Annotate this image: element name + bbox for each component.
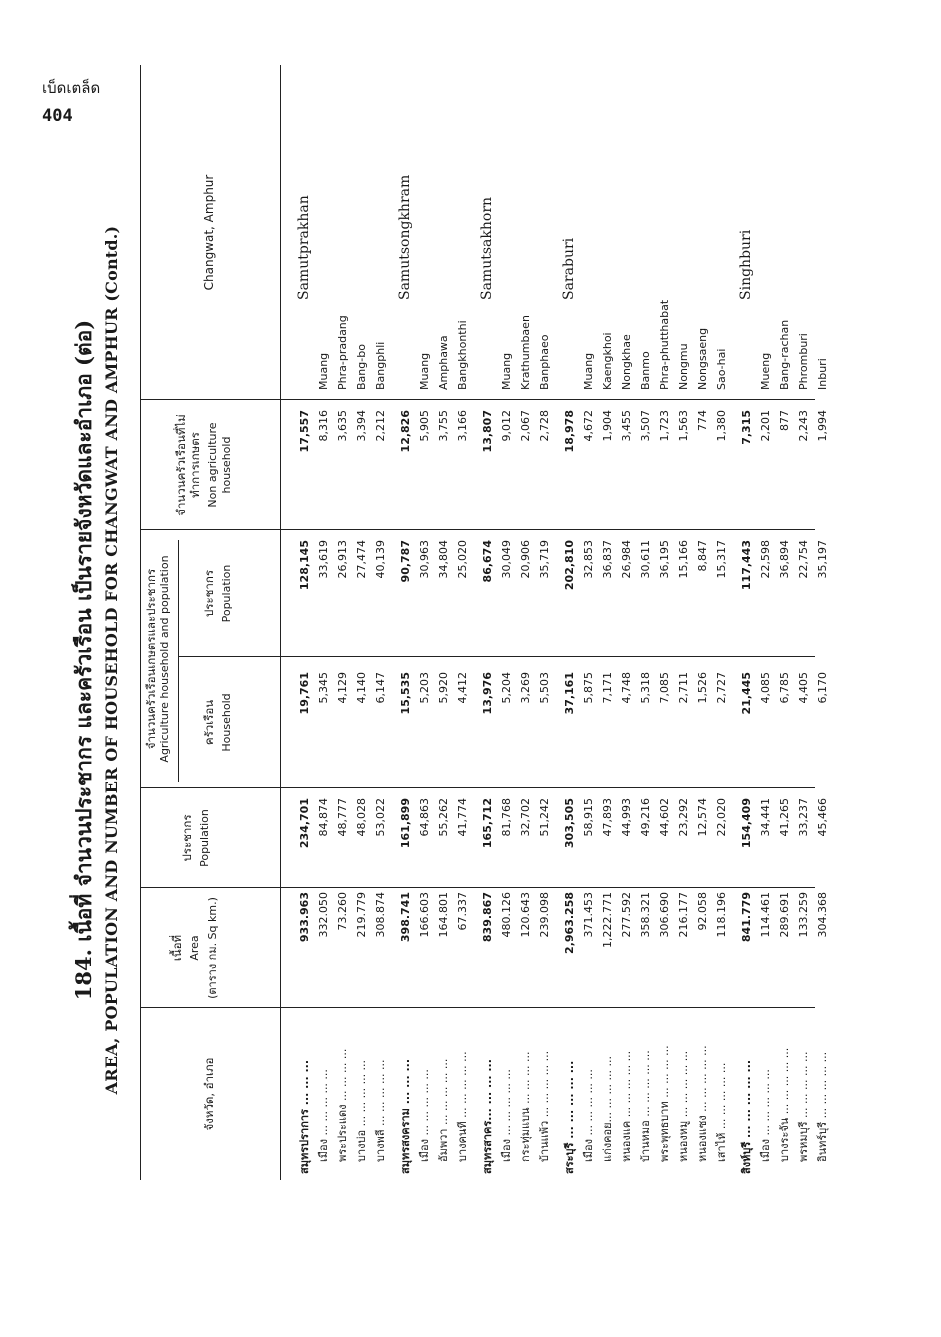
table-row <box>636 65 655 1180</box>
cell-non-agri-household: 17,557 <box>298 410 311 453</box>
cell-changwat-english: Muang <box>317 352 330 390</box>
cell-changwat-thai: เสาไห้ ... ... ... ... ... <box>715 1062 728 1162</box>
cell-area: 841.779 <box>740 892 753 943</box>
data-table <box>140 65 829 1180</box>
cell-non-agri-household: 3,455 <box>620 410 633 442</box>
cell-changwat-thai: หนองแค ... ... ... ... ... <box>620 1050 633 1162</box>
cell-population: 41,265 <box>778 798 791 837</box>
cell-agri-population: 25,020 <box>456 540 469 579</box>
cell-area: 219.779 <box>355 892 368 938</box>
cell-changwat-english: Sao-hai <box>715 348 728 390</box>
cell-population: 45,466 <box>816 798 829 837</box>
cell-changwat-english: Bangkhonthi <box>456 320 469 390</box>
cell-agri-population: 117,443 <box>740 540 753 591</box>
cell-non-agri-household: 2,728 <box>538 410 551 442</box>
header-area: เนื้อที่ Area (ตาราง กม. Sq km.) <box>170 897 219 999</box>
table-group-row <box>295 65 314 1180</box>
cell-changwat-english: Bang-bo <box>355 344 368 390</box>
cell-area: 277.592 <box>620 892 633 938</box>
cell-non-agri-household: 5,905 <box>418 410 431 442</box>
cell-non-agri-household: 3,394 <box>355 410 368 442</box>
cell-changwat-thai: บ้านหมอ ... ... ... ... ... <box>639 1050 652 1162</box>
cell-population: 58,915 <box>582 798 595 837</box>
header-agri-population: ประชากร Population <box>202 564 233 623</box>
cell-changwat-english: Phromburi <box>797 333 810 390</box>
cell-agri-household: 6,785 <box>778 672 791 704</box>
cell-area: 118.196 <box>715 892 728 938</box>
cell-changwat-english: Nongmu <box>677 343 690 390</box>
cell-changwat-thai: บางคนที ... ... ... ... ... <box>456 1051 469 1162</box>
cell-agri-population: 33,619 <box>317 540 330 579</box>
cell-population: 165,712 <box>481 798 494 849</box>
cell-population: 44,602 <box>658 798 671 837</box>
cell-non-agri-household: 8,316 <box>317 410 330 442</box>
cell-agri-household: 4,129 <box>336 672 349 704</box>
cell-changwat-thai: แก่งคอย... ... ... ... ... <box>601 1056 614 1162</box>
cell-non-agri-household: 3,166 <box>456 410 469 442</box>
cell-agri-population: 32,853 <box>582 540 595 579</box>
cell-non-agri-household: 2,067 <box>519 410 532 442</box>
table-row <box>674 65 693 1180</box>
table-row <box>775 65 794 1180</box>
cell-agri-population: 26,913 <box>336 540 349 579</box>
table-row <box>794 65 813 1180</box>
cell-population: 44,993 <box>620 798 633 837</box>
cell-changwat-english: Inburi <box>816 358 829 390</box>
rotated-table-page <box>62 60 829 1260</box>
cell-area: 289.691 <box>778 892 791 938</box>
cell-area: 73.260 <box>336 892 349 931</box>
cell-agri-household: 13,976 <box>481 672 494 715</box>
cell-non-agri-household: 4,672 <box>582 410 595 442</box>
cell-agri-household: 6,147 <box>374 672 387 704</box>
cell-changwat-thai: หนองแซง ... ... ... ... ... <box>696 1045 709 1162</box>
table-row <box>415 65 434 1180</box>
cell-population: 32,702 <box>519 798 532 837</box>
cell-agri-population: 22,598 <box>759 540 772 579</box>
table-group-row <box>737 65 756 1180</box>
cell-area: 120.643 <box>519 892 532 938</box>
page-header-thai: เบ็ดเตล็ด <box>42 79 101 97</box>
cell-area: 308.874 <box>374 892 387 938</box>
cell-area: 1,222.771 <box>601 892 614 948</box>
cell-changwat-thai: หนองหมู ... ... ... ... ... <box>677 1050 690 1162</box>
cell-agri-population: 36,195 <box>658 540 671 579</box>
cell-non-agri-household: 3,755 <box>437 410 450 442</box>
header-non-agriculture: จำนวนครัวเรือนที่ไม่ทำการเกษตร Non agriculture household <box>174 414 233 516</box>
cell-agri-household: 1,526 <box>696 672 709 704</box>
table-row <box>598 65 617 1180</box>
table-group-row <box>560 65 579 1180</box>
table-row <box>655 65 674 1180</box>
cell-agri-household: 2,711 <box>677 672 690 704</box>
cell-agri-population: 30,611 <box>639 540 652 579</box>
cell-population: 303,505 <box>563 798 576 849</box>
table-row <box>617 65 636 1180</box>
cell-agri-population: 35,719 <box>538 540 551 579</box>
cell-non-agri-household: 1,723 <box>658 410 671 442</box>
cell-area: 2,963.258 <box>563 892 576 954</box>
cell-population: 81,768 <box>500 798 513 837</box>
header-changwat-english: Changwat, Amphur <box>202 174 216 291</box>
cell-agri-household: 4,405 <box>797 672 810 704</box>
cell-agri-population: 86,674 <box>481 540 494 583</box>
cell-agri-population: 40,139 <box>374 540 387 579</box>
header-changwat-thai: จังหวัด, อำเภอ <box>202 1057 216 1131</box>
cell-changwat-thai: กระทุ่มแบน ... ... ... ... <box>519 1051 532 1162</box>
cell-changwat-english: Muang <box>500 352 513 390</box>
cell-non-agri-household: 7,315 <box>740 410 753 445</box>
cell-changwat-thai: บ้านแพ้ว ... ... ... ... ... <box>538 1050 551 1162</box>
cell-agri-population: 15,166 <box>677 540 690 579</box>
cell-changwat-thai: บางบ่อ ... ... ... ... ... <box>355 1059 368 1162</box>
cell-population: 161,899 <box>399 798 412 849</box>
cell-non-agri-household: 774 <box>696 410 709 431</box>
cell-changwat-thai: อัมพวา ... ... ... ... ... <box>437 1058 450 1162</box>
cell-changwat-english: Muang <box>418 352 431 390</box>
cell-changwat-english: Kaengkhoi <box>601 332 614 390</box>
table-row <box>352 65 371 1180</box>
cell-non-agri-household: 1,380 <box>715 410 728 442</box>
table-row <box>314 65 333 1180</box>
cell-changwat-thai: พรหมบุรี ... ... ... ... ... <box>797 1051 810 1162</box>
cell-changwat-thai: สมุทรปราการ ... ... ... <box>298 1059 311 1174</box>
cell-agri-household: 5,203 <box>418 672 431 704</box>
cell-population: 84,874 <box>317 798 330 837</box>
header-agri-household: ครัวเรือน Household <box>202 693 233 752</box>
cell-changwat-english: Saraburi <box>561 237 577 300</box>
cell-population: 23,292 <box>677 798 690 837</box>
table-row <box>453 65 472 1180</box>
agri-subheader-rule <box>178 540 179 782</box>
cell-changwat-thai: เมือง ... ... ... ... ... <box>418 1069 431 1162</box>
cell-non-agri-household: 3,507 <box>639 410 652 442</box>
cell-agri-population: 35,197 <box>816 540 829 579</box>
cell-changwat-thai: สระบุรี ... ... ... ... ... <box>563 1060 576 1174</box>
cell-area: 166.603 <box>418 892 431 938</box>
cell-population: 33,237 <box>797 798 810 837</box>
cell-agri-household: 7,085 <box>658 672 671 704</box>
cell-non-agri-household: 2,201 <box>759 410 772 442</box>
cell-agri-population: 20,906 <box>519 540 532 579</box>
cell-area: 839.867 <box>481 892 494 943</box>
cell-changwat-thai: เมือง ... ... ... ... ... <box>582 1069 595 1162</box>
cell-changwat-english: Phra-phutthabat <box>658 299 671 390</box>
cell-agri-household: 5,875 <box>582 672 595 704</box>
cell-changwat-thai: เมือง ... ... ... ... ... <box>759 1069 772 1162</box>
cell-population: 48,028 <box>355 798 368 837</box>
cell-non-agri-household: 13,807 <box>481 410 494 453</box>
cell-area: 332.050 <box>317 892 330 938</box>
cell-area: 306.690 <box>658 892 671 938</box>
cell-area: 114.461 <box>759 892 772 938</box>
table-row <box>712 65 731 1180</box>
cell-agri-household: 5,920 <box>437 672 450 704</box>
cell-area: 371.453 <box>582 892 595 938</box>
cell-non-agri-household: 1,994 <box>816 410 829 442</box>
cell-changwat-thai: สิงห์บุรี ... ... ... ... ... <box>740 1059 753 1174</box>
cell-agri-household: 4,412 <box>456 672 469 704</box>
table-title-english: AREA, POPULATION AND NUMBER OF HOUSEHOLD FOR CHANGWAT AND AMPHUR (Contd.) <box>102 225 121 1095</box>
cell-agri-population: 36,837 <box>601 540 614 579</box>
cell-population: 234,701 <box>298 798 311 849</box>
cell-changwat-thai: บางระจัน ... ... ... ... ... <box>778 1047 791 1162</box>
table-header-rule <box>280 65 281 1180</box>
table-row <box>371 65 390 1180</box>
table-row <box>813 65 832 1180</box>
cell-changwat-thai: บางพลี ... ... ... ... ... <box>374 1059 387 1162</box>
cell-population: 55,262 <box>437 798 450 837</box>
cell-non-agri-household: 877 <box>778 410 791 431</box>
cell-agri-population: 27,474 <box>355 540 368 579</box>
cell-area: 133.259 <box>797 892 810 938</box>
cell-agri-household: 7,171 <box>601 672 614 704</box>
page-number: 404 <box>42 106 73 126</box>
cell-agri-household: 19,761 <box>298 672 311 715</box>
cell-population: 64,863 <box>418 798 431 837</box>
cell-area: 398.741 <box>399 892 412 943</box>
cell-changwat-english: Krathumbaen <box>519 315 532 390</box>
cell-population: 154,409 <box>740 798 753 849</box>
cell-population: 53,022 <box>374 798 387 837</box>
cell-non-agri-household: 1,904 <box>601 410 614 442</box>
cell-area: 480.126 <box>500 892 513 938</box>
cell-agri-household: 21,445 <box>740 672 753 715</box>
cell-changwat-english: Amphawa <box>437 335 450 390</box>
cell-agri-household: 4,140 <box>355 672 368 704</box>
cell-population: 47,893 <box>601 798 614 837</box>
cell-agri-population: 30,963 <box>418 540 431 579</box>
cell-area: 933.963 <box>298 892 311 943</box>
cell-changwat-thai: สมุทรสาคร... ... ... ... <box>481 1059 494 1174</box>
cell-area: 304.368 <box>816 892 829 938</box>
cell-changwat-english: Phra-pradang <box>336 315 349 390</box>
table-row <box>756 65 775 1180</box>
cell-changwat-english: Samutsakhorn <box>479 196 495 300</box>
table-group-row <box>396 65 415 1180</box>
cell-agri-household: 37,161 <box>563 672 576 715</box>
table-row <box>333 65 352 1180</box>
cell-agri-household: 15,535 <box>399 672 412 715</box>
cell-changwat-english: Banmo <box>639 351 652 390</box>
cell-changwat-english: Nongsaeng <box>696 327 709 390</box>
cell-agri-population: 202,810 <box>563 540 576 591</box>
cell-non-agri-household: 3,635 <box>336 410 349 442</box>
cell-area: 239.098 <box>538 892 551 938</box>
cell-agri-population: 30,049 <box>500 540 513 579</box>
cell-population: 49,216 <box>639 798 652 837</box>
table-row <box>579 65 598 1180</box>
cell-agri-population: 15,317 <box>715 540 728 579</box>
table-group-row <box>478 65 497 1180</box>
cell-agri-population: 128,145 <box>298 540 311 591</box>
table-row <box>535 65 554 1180</box>
header-population: ประชากร Population <box>180 809 211 867</box>
cell-population: 41,774 <box>456 798 469 837</box>
cell-population: 12,574 <box>696 798 709 837</box>
cell-area: 164.801 <box>437 892 450 938</box>
cell-population: 48,777 <box>336 798 349 837</box>
cell-agri-population: 26,984 <box>620 540 633 579</box>
cell-agri-population: 36,894 <box>778 540 791 579</box>
cell-non-agri-household: 18,978 <box>563 410 576 453</box>
cell-changwat-english: Samutsongkhram <box>397 174 413 300</box>
cell-non-agri-household: 2,212 <box>374 410 387 442</box>
cell-non-agri-household: 2,243 <box>797 410 810 442</box>
cell-changwat-thai: อินทร์บุรี ... ... ... ... ... <box>816 1051 829 1162</box>
cell-changwat-english: Nongkhae <box>620 334 633 390</box>
cell-agri-population: 90,787 <box>399 540 412 583</box>
cell-area: 67.337 <box>456 892 469 931</box>
cell-non-agri-household: 9,012 <box>500 410 513 442</box>
table-top-rule <box>140 65 141 1180</box>
cell-non-agri-household: 1,563 <box>677 410 690 442</box>
table-row <box>497 65 516 1180</box>
cell-agri-household: 5,503 <box>538 672 551 704</box>
cell-changwat-english: Banphaeo <box>538 334 551 390</box>
cell-changwat-thai: สมุทรสงคราม ... ... ... <box>399 1058 412 1174</box>
cell-agri-household: 4,748 <box>620 672 633 704</box>
cell-population: 22,020 <box>715 798 728 837</box>
cell-changwat-english: Bang-rachan <box>778 319 791 390</box>
cell-agri-household: 2,727 <box>715 672 728 704</box>
cell-changwat-thai: เมือง ... ... ... ... ... <box>500 1069 513 1162</box>
cell-agri-population: 8,847 <box>696 540 709 572</box>
cell-agri-household: 6,170 <box>816 672 829 704</box>
table-row <box>516 65 535 1180</box>
table-title-thai: 184. เนื้อที่ จำนวนประชากร และครัวเรือน เป็นรายจังหวัดและอำเภอ (ต่อ) <box>71 319 96 1001</box>
cell-agri-household: 5,204 <box>500 672 513 704</box>
cell-non-agri-household: 12,826 <box>399 410 412 453</box>
header-agriculture: จำนวนครัวเรือนเกษตรและประชากร Agriculture household and population <box>144 555 171 763</box>
cell-area: 358.321 <box>639 892 652 938</box>
cell-agri-population: 22,754 <box>797 540 810 579</box>
cell-area: 92.058 <box>696 892 709 931</box>
cell-agri-population: 34,804 <box>437 540 450 579</box>
cell-changwat-english: Muang <box>582 352 595 390</box>
cell-changwat-english: Mueng <box>759 352 772 390</box>
cell-changwat-english: Samutprakhan <box>296 195 312 300</box>
cell-population: 51,242 <box>538 798 551 837</box>
table-row <box>693 65 712 1180</box>
cell-agri-household: 3,269 <box>519 672 532 704</box>
cell-changwat-thai: เมือง ... ... ... ... ... <box>317 1069 330 1162</box>
cell-agri-household: 4,085 <box>759 672 772 704</box>
cell-population: 34,441 <box>759 798 772 837</box>
table-row <box>434 65 453 1180</box>
cell-agri-household: 5,345 <box>317 672 330 704</box>
cell-changwat-english: Singhburi <box>738 229 754 300</box>
cell-changwat-thai: พระประแดง ... ... ... ... <box>336 1048 349 1162</box>
cell-changwat-english: Bangphli <box>374 341 387 390</box>
cell-agri-household: 5,318 <box>639 672 652 704</box>
cell-area: 216.177 <box>677 892 690 938</box>
cell-changwat-thai: พระพุทธบาท ... ... ... ... <box>658 1045 671 1162</box>
